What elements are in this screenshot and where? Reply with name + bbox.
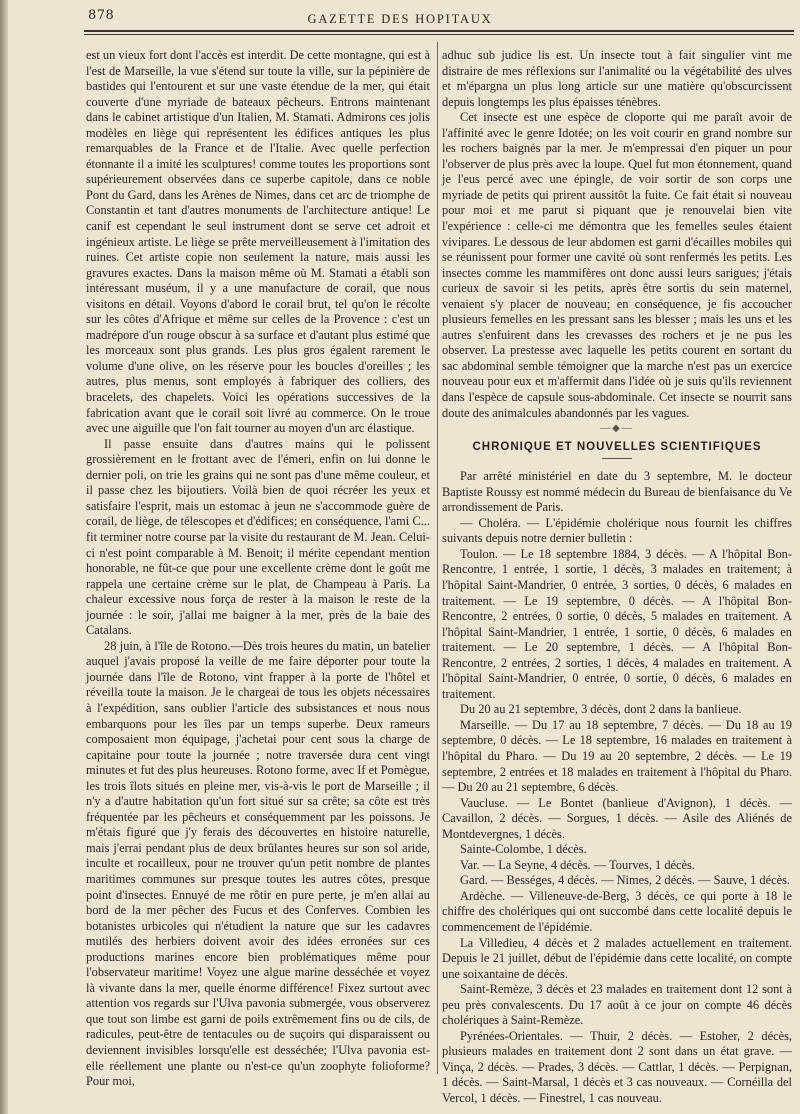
left-paragraph: est un vieux fort dont l'accès est interdit. De cette montagne, qui est à l'est de Marseille, la vue s'étend sur toute la ville, sur la pépinière de bastides qui l'entourent et sur une vaste étendue de la mer, qui était couverte d'une myriade de bateaux pêcheurs. Entrons maintenant dans le cabinet artistique d'un Italien, M. Stamati. Admirons ces jolis modèles en liège qui représentent les édifices antiques les plus remarquables de la France et de l'Italie. Avec quelle perfection étonnante il a imité les sculptures! comme toutes les proportions sont supérieurement observées dans ce superbe capitole, dans ce noble Pont du Gard, dans les Arènes de Nimes, dans cet arc de triomphe de Constantin et tant d'autres monuments de l'architecture antique! Le canif est cependant le seul instrument dont se serve cet adroit et ingénieux artiste. Le liège se prête merveilleusement à l'imitation des ruines. Cet artiste copie non seulement la nature, mais aussi les gravures exactes. Dans la maison même où M. Stamati a établi son intéressant muséum, il y a une manufacture de corail, que nous visitons en détail. Voyons d'abord le corail brut, tel qu'on le récolte sur les côtes d'Afrique et même sur celles de la Provence : c'est un madrépore d'un rouge obscur à sa surface et d'autant plus estimé que les morceaux sont plus grands. Les plus gros égalent rarement le volume d'une olive, on les réserve pour les boucles d'oreilles ; les autres, plus menus, sont employés à fabriquer des colliers, des bracelets, des chapelets. Voici les opérations successives de la fabrication avant que le corail soit livré au commerce. On le troue avec une aiguille que l'on fait tourner au moyen d'un arc élastique. [86,48,430,436]
chronicle-paragraph: — Choléra. — L'épidémie cholérique nous fournit les chiffres suivants depuis notre dernier bulletin : [442,515,792,546]
page-header [0,0,800,42]
chronicle-paragraph: Du 20 au 21 septembre, 3 décès, dont 2 dans la banlieue. [460,702,742,717]
journal-title: GAZETTE DES HOPITAUX [307,12,493,26]
right-paragraph: adhuc sub judice lis est. Un insecte tout à fait singulier vint me distraire de mes réflexions sur l'animalité ou la végétabilité des ulves et m'épargna un plus long article sur une matière qu'obscurcissent depuis longtemps les plus épaisses ténèbres. [442,48,792,109]
chronicle-paragraph: Gard. — Bességes, 4 décès. — Nimes, 2 décès. — Sauve, 1 décès. [460,873,790,888]
chronicle-paragraph: Vaucluse. — Le Bontet (banlieue d'Avignon), 1 décès. — Cavaillon, 2 décès. — Sorgues, 1 décès. — Asile des Aliénés de Montdevergnes, 1 décès. [442,795,792,841]
chronicle-paragraph: Marseille. — Du 17 au 18 septembre, 7 décès. — Du 18 au 19 septembre, 0 décès. — Le 18 septembre, 16 malades en traitement à l'hôpital du Pharo. — Du 19 au 20 septembre, 2 décès. — Le 19 septembre, 2 entrées et 18 malades en traitement à l'hôpital du Pharo. — Du 20 au 21 septembre, 6 décès. [442,717,792,795]
page-binding-edge [0,0,8,1114]
chronicle-paragraph: Pyrénées-Orientales. — Thuir, 2 décès. — Estoher, 2 décès, plusieurs malades en traitement dont 2 sont dans un état grave. — Vinça, 2 décès. — Prades, 3 décès. — Cattlar, 1 décès. — Perpignan, 1 décès. — Saint-Marsal, 1 décès et 3 cas nouveaux. — Cornéilla del Vercol, 1 décès. — Finestrel, 1 cas nouveau. [442,1028,792,1105]
heading-rule [602,458,632,459]
chronicle-paragraph: Par arrêté ministériel en date du 3 septembre, M. le docteur Baptiste Roussy est nommé médecin du Bureau de bienfaisance du Ve arrondissement de Paris. [442,469,792,515]
header-rule-thin [84,34,794,35]
right-column [442,48,792,1107]
left-paragraph: 28 juin, à l'île de Rotono.—Dès trois heures du matin, un batelier auquel j'avais proposé la veille de me faire déporter pour toute la journée dans l'île de Rotono, vint frapper à la porte de l'hôtel et réveilla toute la maison. Je le chargeai de tous les objets nécessaires à l'expédition, sans oublier l'article des subsistances et nous nous embarquons pour les îles par un temps superbe. Deux rameurs composaient mon équipage, j'achetai pour cent sous la charge de capitaine pour toute la journée ; notre traversée dura cent vingt minutes et fut des plus heureuses. Rotono forme, avec If et Pomègue, les trois îlots situés en pleine mer, vis-à-vis le port de Marseille ; il n'y a d'autre habitation qu'un fort situé sur sa crête; sa côte est très fréquentée par les pêcheurs et conséquemment par les poissons. Je m'étais figuré que j'y ferais des découvertes en histoire naturelle, mais j'errai pendant plus de deux brûlantes heures sur son sol aride, inculte et rocailleux, pour ne trouver qu'un petit nombre de plantes maritimes communes sur presque toutes les autres côtes, presque point d'insectes. Ennuyé de me rôtir en pure perte, je m'en allai au bord de la mer pêcher des Fucus et des Conferves. Combien les botanistes urbicoles qui n'étudient la nature que sur les cadavres mutilés des herbiers doivent avoir des idées erronées sur ces productions marines encore bien problématiques même pour l'observateur maritime! Voyez une algue marine desséchée et voyez là vivante dans la mer, quelle énorme différence! Fixez surtout avec attention vos regards sur l'Ulva pavonia submergée, vous observerez que tout son limbe est garni de poils extrêmement fins ou de cils, de radicules, peut-être de tentacules ou de suçoirs qui disparaissent ou deviennent invisibles lorsqu'elle est desséchée; l'Ulva pavonia est-elle réellement une plante ou n'est-ce qu'un zoophyte folioforme? Pour moi, [86,638,430,1089]
chronicle-paragraph: La Villedieu, 4 décès et 2 malades actuellement en traitement. Depuis le 21 juillet, début de l'épidémie dans cette localité, on compte une soixantaine de décès. [442,935,792,981]
chronicle-paragraph: Saint-Remèze, 3 décès et 23 malades en traitement dont 12 sont à peu près convalescents. Du 17 août à ce jour on compte 46 décès cholériques à Saint-Remèze. [442,982,792,1028]
section-heading: CHRONIQUE ET NOUVELLES SCIENTIFIQUES [472,441,762,454]
section-separator: —◆— [600,423,634,435]
chronicle-paragraph: Ardèche. — Villeneuve-de-Berg, 3 décès, ce qui porte à 18 le chiffre des cholériques qui ont succombé dans cette localité depuis le commencement de l'épidémie. [442,888,792,934]
left-paragraph: Il passe ensuite dans d'autres mains qui le polissent grossièrement en le frottant avec de l'émeri, enfin on lui donne le dernier poli, on trie les grains qui ne sont pas d'une même couleur, et il passe chez les bijoutiers. Voilà bien de quoi récréer les yeux et satisfaire l'esprit, mais un estomac à jeun ne s'accommode guère de corail, de liège, de télescopes et d'édifices; en conséquence, l'ami C... fit terminer notre course par la visite du restaurant de M. Jean. Celui-ci n'est point comparable à M. Benoit; il mérite cependant mention honorable, ne fût-ce que pour une excellente crème dont le goût me rappela une certaine crème sur le plat, de Champeau à Paris. La chaleur excessive nous força de rester à la maison le reste de la journée : le soir, j'allai me baigner à la mer, près de la baie des Catalans. [86,436,430,638]
left-column [86,48,430,1090]
column-divider [437,42,438,1074]
chronicle-paragraph: Toulon. — Le 18 septembre 1884, 3 décès. — A l'hôpital Bon-Rencontre, 1 entrée, 1 sortie, 1 décès, 3 malades en traitement; à l'hôpital Saint-Mandrier, 0 entrée, 3 sorties, 0 décès, 6 malades en traitement. — Le 19 septembre, 0 décès. — A l'hôpital Bon-Rencontre, 2 entrées, 0 sortie, 0 décès, 5 malades en traitement. A l'hôpital Saint-Mandrier, 1 entrée, 1 sortie, 0 décès, 6 malades en traitement. — Le 20 septembre, 1 décès. — A l'hôpital Bon-Rencontre, 2 entrées, 2 sorties, 1 décès, 4 malades en traitement. A l'hôpital Saint-Mandrier, 0 entrée, 0 sortie, 0 décès, 6 malades en traitement. [442,546,792,701]
chronicle-paragraph: Var. — La Seyne, 4 décès. — Tourves, 1 décès. [460,857,695,872]
chronicle-paragraph: Sainte-Colombe, 1 décès. [460,842,587,857]
page-number: 878 [88,8,115,23]
right-paragraph: Cet insecte est une espèce de cloporte qui me paraît avoir de l'affinité avec le genre Idotée; on les voit courir en grand nombre sur les rochers baignés par la mer. Je m'empressai d'en piquer un pour l'observer de plus près avec la loupe. Quel fut mon étonnement, quand je l'eus percé avec une épingle, de voir sortir de son corps une myriade de petits qui prirent aussitôt la fuite. Ce fait était si nouveau pour moi et me parut si piquant que je renouvelai bien vite l'expérience : celle-ci me démontra que les femelles seules étaient vivipares. Le dessous de leur abdomen est garni d'écailles mobiles qui se réunissent pour former une cavité où sont renfermés les petits. Les insectes comme les mammifères ont donc aussi leurs sarigues; j'étais curieux de savoir si les petits, après être sortis du sein maternel, venaient s'y placer de nouveau; en conséquence, je fis accoucher plusieurs femelles en les pressant sans les blesser ; mais les uns et les autres s'enfuirent dans les crevasses des rochers et je ne pus les observer. La prestesse avec laquelle les petits courent en sortant du sac abdominal semble témoigner que la marche n'est pas un exercice nouveau pour eux et m'affermit dans l'idée où je suis qu'ils reviennent dans l'espèce de capsule sous-abdominale. Cet insecte se nourrit sans doute des animalcules abandonnés par les vagues. [442,110,792,420]
header-rule-thick [84,30,794,32]
